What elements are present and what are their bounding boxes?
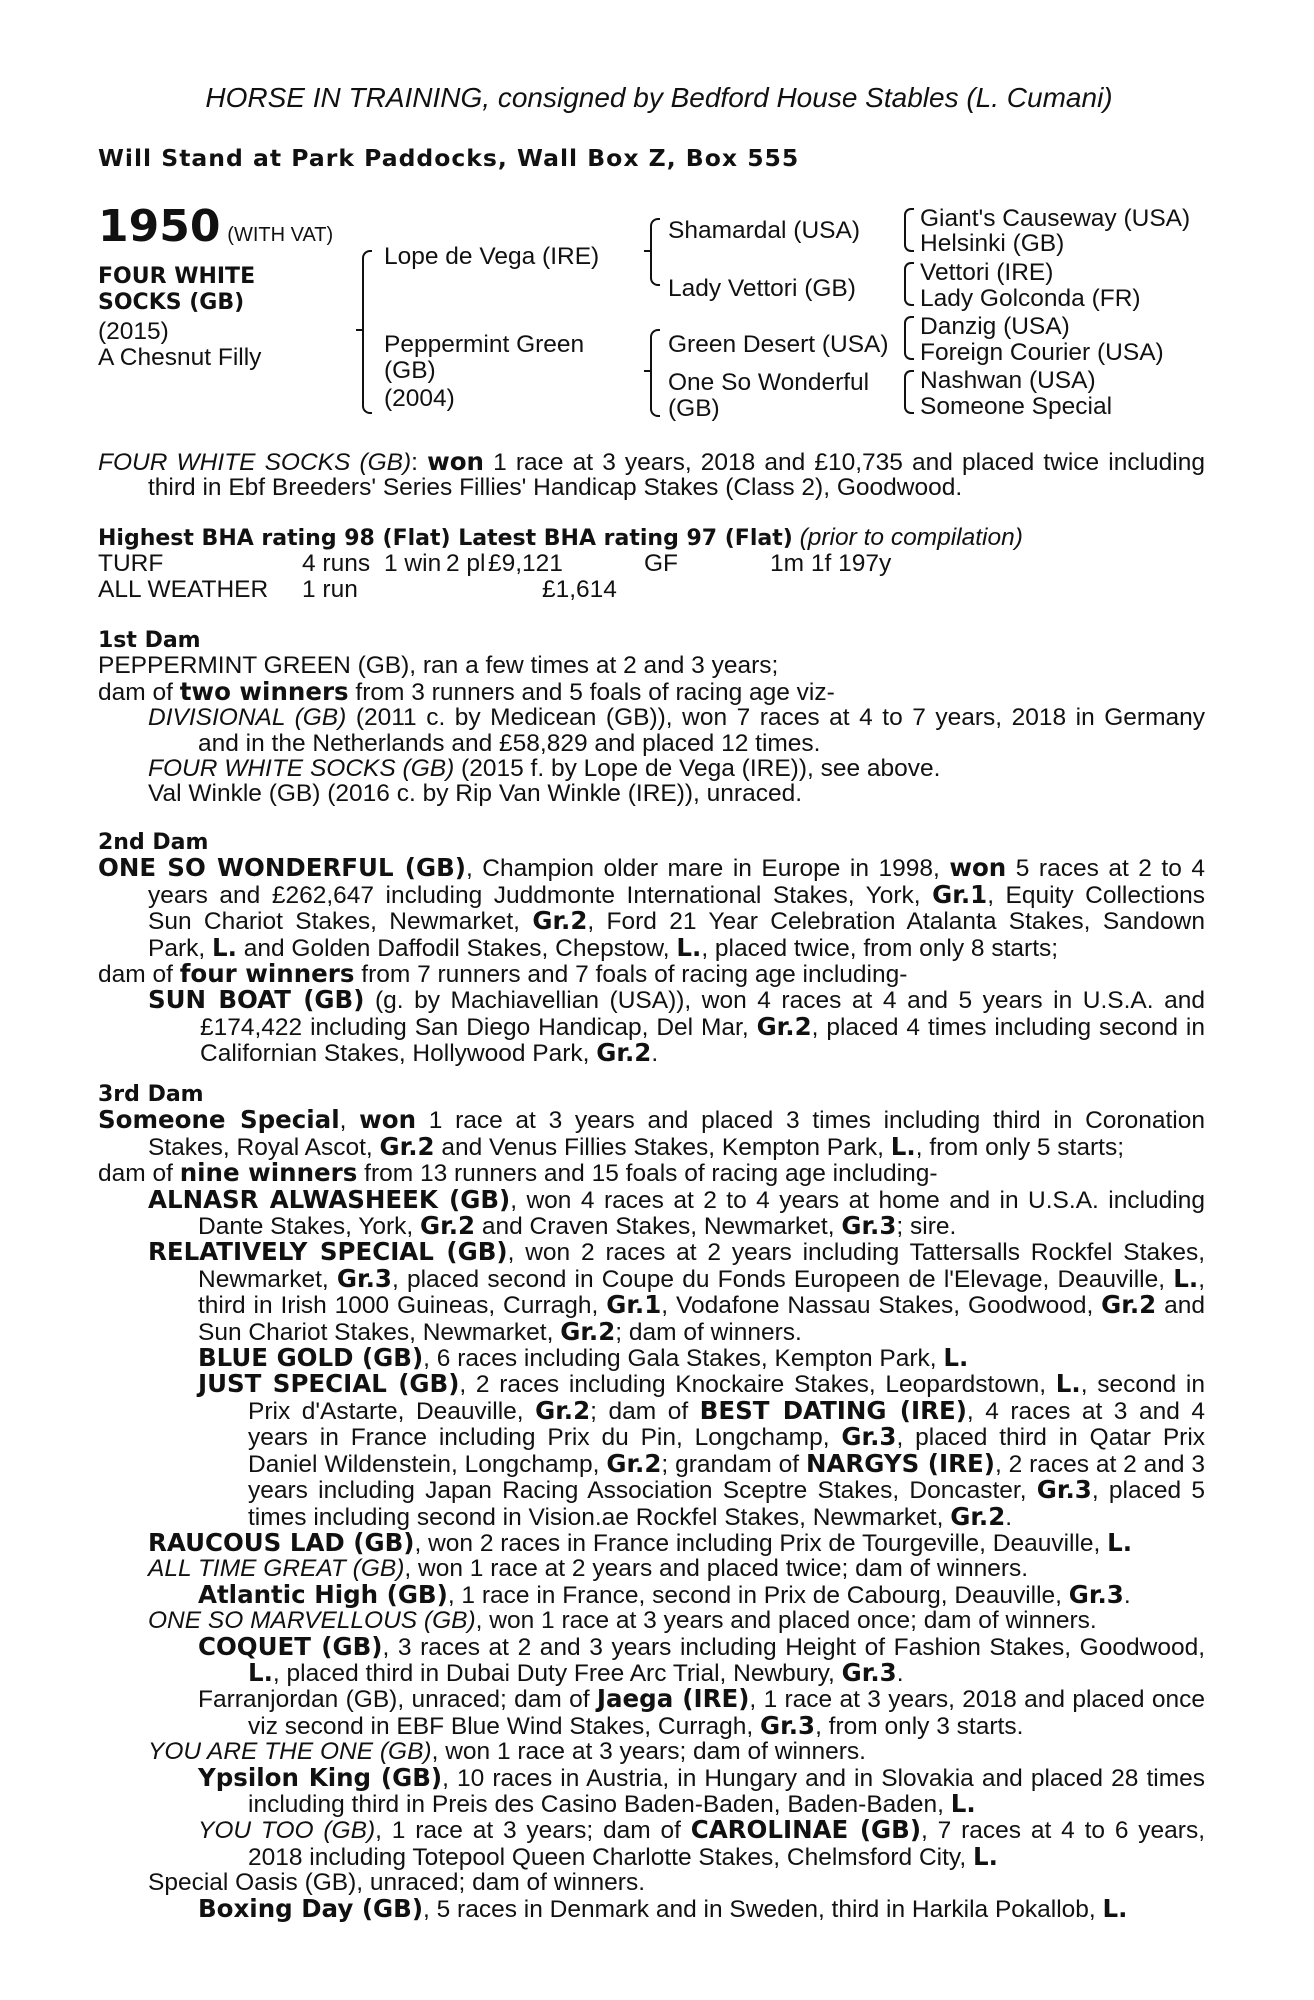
second-dam-progeny-sun-boat: SUN BOAT (GB) (g. by Machiavellian (USA)), won 4 races at 4 and 5 years in U.S.A. and £174,422 including San Diego Handicap, Del Mar, Gr.2, placed 4 times including second in Californian Stakes, Hollywood Park, Gr.2.: [148, 985, 1206, 1068]
progeny-special-oasis: Special Oasis (GB), unraced; dam of winners.: [148, 1869, 646, 1897]
ss-dam: Helsinki (GB): [920, 230, 1065, 257]
progeny-raucous-lad: RAUCOUS LAD (GB), won 2 races in France including Prix de Tourgeville, Deauville, L.: [148, 1527, 1133, 1557]
pedigree-brace: [362, 250, 372, 414]
sd-dam: Lady Golconda (FR): [920, 285, 1141, 312]
progeny-just-special: JUST SPECIAL (GB), 2 races including Knockaire Stakes, Leopardstown, L., second in Prix d'Astarte, Deauville, Gr.2; dam of BEST DATING (IRE), 4 races at 3 and 4 years in France including Prix du Pin, Longchamp, Gr.3, placed third in Qatar Prix Daniel Wildenstein, Longchamp, Gr.2; grandam of NARGYS (IRE), 2 races at 2 and 3 years including Japan Racing Association Sceptre Stakes, Doncaster, Gr.3, placed 5 times including second in Vision.ae Rockfel Stakes, Newmarket, Gr.2.: [198, 1369, 1206, 1531]
progeny-relatively-special: RELATIVELY SPECIAL (GB), won 2 races at 2 years including Tattersalls Rockfel Stakes, Newmarket, Gr.3, placed second in Coupe du Fonds Europeen de l'Elevage, Deauville, L., third in Irish 1000 Guineas, Curragh, Gr.1, Vodafone Nassau Stakes, Goodwood, Gr.2 and Sun Chariot Stakes, Newmarket, Gr.2; dam of winners.: [148, 1237, 1206, 1346]
sire-dam: Lady Vettori (GB): [668, 275, 856, 302]
sire-brace: [650, 218, 660, 286]
horse-year: (2015): [98, 318, 169, 345]
second-dam-record: ONE SO WONDERFUL (GB), Champion older mare in Europe in 1998, won 5 races at 2 to 4 years and £262,647 including Juddmonte International Stakes, York, Gr.1, Equity Collections Sun Chariot Stakes, Newmarket, Gr.2, Ford 21 Year Celebration Atalanta Stakes, Sandown Park, L. and Golden Daffodil Stakes, Chepstow, L., placed twice, from only 8 starts;: [98, 853, 1206, 962]
horse-description: A Chesnut Filly: [98, 344, 262, 371]
dd-sire: Nashwan (USA): [920, 367, 1096, 394]
lot-number: 1950: [98, 201, 221, 252]
first-dam-progeny-3: Val Winkle (GB) (2016 c. by Rip Van Winkle (IRE)), unraced.: [148, 780, 802, 808]
progeny-blue-gold: BLUE GOLD (GB), 6 races including Gala Stakes, Kempton Park, L.: [198, 1343, 969, 1373]
sire-sire: Shamardal (USA): [668, 217, 860, 244]
turf-distance: 1m 1f 197y: [770, 550, 892, 578]
first-dam-progeny-1: DIVISIONAL (GB) (2011 c. by Medicean (GB)), won 7 races at 4 to 7 years, 2018 in Germany and in the Netherlands and £58,829 and placed 12 times.: [148, 704, 1205, 757]
summary-name: FOUR WHITE SOCKS (GB): [98, 449, 412, 476]
aw-prize: £1,614: [542, 575, 617, 603]
progeny-atlantic-high: Atlantic High (GB), 1 race in France, second in Prix de Cabourg, Deauville, Gr.3.: [198, 1579, 1131, 1609]
ss-sire: Giant's Causeway (USA): [920, 205, 1191, 232]
gen3-brace-4: [904, 370, 914, 414]
turf-prize: £9,121: [488, 550, 563, 578]
second-dam-section: [98, 830, 1205, 1067]
summary-text: 1 race at 3 years, 2018 and £10,735 and placed twice including third in Ebf Breeders' Series Fillies' Handicap Stakes (Class 2), Goodwood.: [148, 449, 1205, 502]
pedigree-block: [98, 201, 1208, 434]
progeny-ypsilon-king: Ypsilon King (GB), 10 races in Austria, in Hungary and in Slovakia and placed 28 times including third in Preis des Casino Baden-Baden, Baden-Baden, L.: [198, 1762, 1205, 1818]
progeny-you-are-the-one: YOU ARE THE ONE (GB), won 1 race at 3 years; dam of winners.: [148, 1738, 866, 1766]
dam-dam-line2: (GB): [668, 395, 720, 422]
race-summary: [98, 449, 1205, 501]
third-dam-heading: 3rd Dam: [98, 1082, 204, 1107]
rating-note: (prior to compilation): [792, 524, 1023, 551]
third-dam-section: [98, 1082, 1205, 1922]
turf-runs: 4 runs: [302, 550, 371, 578]
horse-name-line2: SOCKS (GB): [98, 290, 245, 315]
summary-won: won: [427, 447, 485, 476]
turf-row: [98, 551, 1205, 576]
turf-label: TURF: [98, 550, 164, 578]
third-dam-produce: dam of nine winners from 13 runners and 15 foals of racing age including-: [98, 1158, 938, 1188]
progeny-one-so-marvellous: ONE SO MARVELLOUS (GB), won 1 race at 3 years and placed once; dam of winners.: [148, 1607, 1097, 1635]
turf-going: GF: [644, 550, 679, 578]
sire: Lope de Vega (IRE): [384, 243, 600, 270]
gen3-brace-3: [904, 316, 914, 360]
first-dam-progeny-2: FOUR WHITE SOCKS (GB) (2015 f. by Lope de Vega (IRE)), see above.: [148, 755, 941, 783]
ds-dam: Foreign Courier (USA): [920, 339, 1164, 366]
stand-location: Will Stand at Park Paddocks, Wall Box Z, Box 555: [98, 144, 800, 172]
first-dam-section: [98, 628, 1205, 807]
rating-block: [98, 525, 1205, 602]
gen3-brace-1: [904, 208, 914, 252]
aw-row: [98, 577, 1205, 602]
first-dam-heading: 1st Dam: [98, 628, 201, 653]
summary-colon: :: [411, 449, 428, 476]
ds-sire: Danzig (USA): [920, 313, 1070, 340]
dam-brace: [650, 329, 660, 417]
dam-line1: Peppermint Green: [384, 331, 585, 358]
turf-wins: 1 win: [384, 550, 442, 578]
gen3-brace-2: [904, 262, 914, 306]
progeny-alnasr: ALNASR ALWASHEEK (GB), won 4 races at 2 to 4 years at home and in U.S.A. including Dante Stakes, York, Gr.2 and Craven Stakes, Newmarket, Gr.3; sire.: [148, 1184, 1205, 1241]
progeny-farranjordan: Farranjordan (GB), unraced; dam of Jaega (IRE), 1 race at 3 years, 2018 and placed once viz second in EBF Blue Wind Stakes, Curragh, Gr.3, from only 3 starts.: [198, 1684, 1205, 1740]
sire-brace-point: [644, 250, 650, 252]
horse-name-line1: FOUR WHITE: [98, 264, 256, 289]
third-dam-record: Someone Special, won 1 race at 3 years and placed 3 times including third in Coronation Stakes, Royal Ascot, Gr.2 and Venus Fillies Stakes, Kempton Park, L., from only 5 starts;: [98, 1105, 1205, 1161]
lot-header: [98, 201, 334, 252]
first-dam-line2: dam of two winners from 3 runners and 5 foals of racing age viz-: [98, 676, 835, 706]
sd-sire: Vettori (IRE): [920, 259, 1054, 286]
dd-dam: Someone Special: [920, 393, 1113, 420]
rating-bold: Highest BHA rating 98 (Flat) Latest BHA rating 97 (Flat): [98, 526, 793, 551]
dam-brace-point: [644, 370, 650, 372]
progeny-you-too: YOU TOO (GB), 1 race at 3 years; dam of CAROLINAE (GB), 7 races at 4 to 6 years, 2018 including Totepool Queen Charlotte Stakes, Chelmsford City, L.: [198, 1815, 1205, 1871]
progeny-coquet: COQUET (GB), 3 races at 2 and 3 years including Height of Fashion Stakes, Goodwood, L., placed third in Dubai Duty Free Arc Trial, Newbury, Gr.3.: [198, 1631, 1205, 1687]
dam-dam-line1: One So Wonderful: [668, 369, 870, 396]
aw-label: ALL WEATHER: [98, 575, 269, 603]
dam-line2: (GB): [384, 357, 436, 384]
turf-placed: 2 pl: [446, 550, 486, 578]
lot-vat: (WITH VAT): [227, 224, 334, 246]
progeny-boxing-day: Boxing Day (GB), 5 races in Denmark and in Sweden, third in Harkila Pokallob, L.: [198, 1893, 1128, 1923]
second-dam-produce: dam of four winners from 7 runners and 7 foals of racing age including-: [98, 959, 908, 989]
pedigree-brace-point: [356, 329, 362, 331]
page-title: HORSE IN TRAINING, consigned by Bedford House Stables (L. Cumani): [205, 82, 1113, 113]
progeny-all-time-great: ALL TIME GREAT (GB), won 1 race at 2 years and placed twice; dam of winners.: [148, 1555, 1029, 1583]
dam-line3: (2004): [384, 385, 455, 412]
second-dam-heading: 2nd Dam: [98, 830, 209, 855]
aw-runs: 1 run: [302, 575, 358, 603]
first-dam-line1: PEPPERMINT GREEN (GB), ran a few times at 2 and 3 years;: [98, 652, 779, 680]
dam-sire: Green Desert (USA): [668, 331, 889, 358]
